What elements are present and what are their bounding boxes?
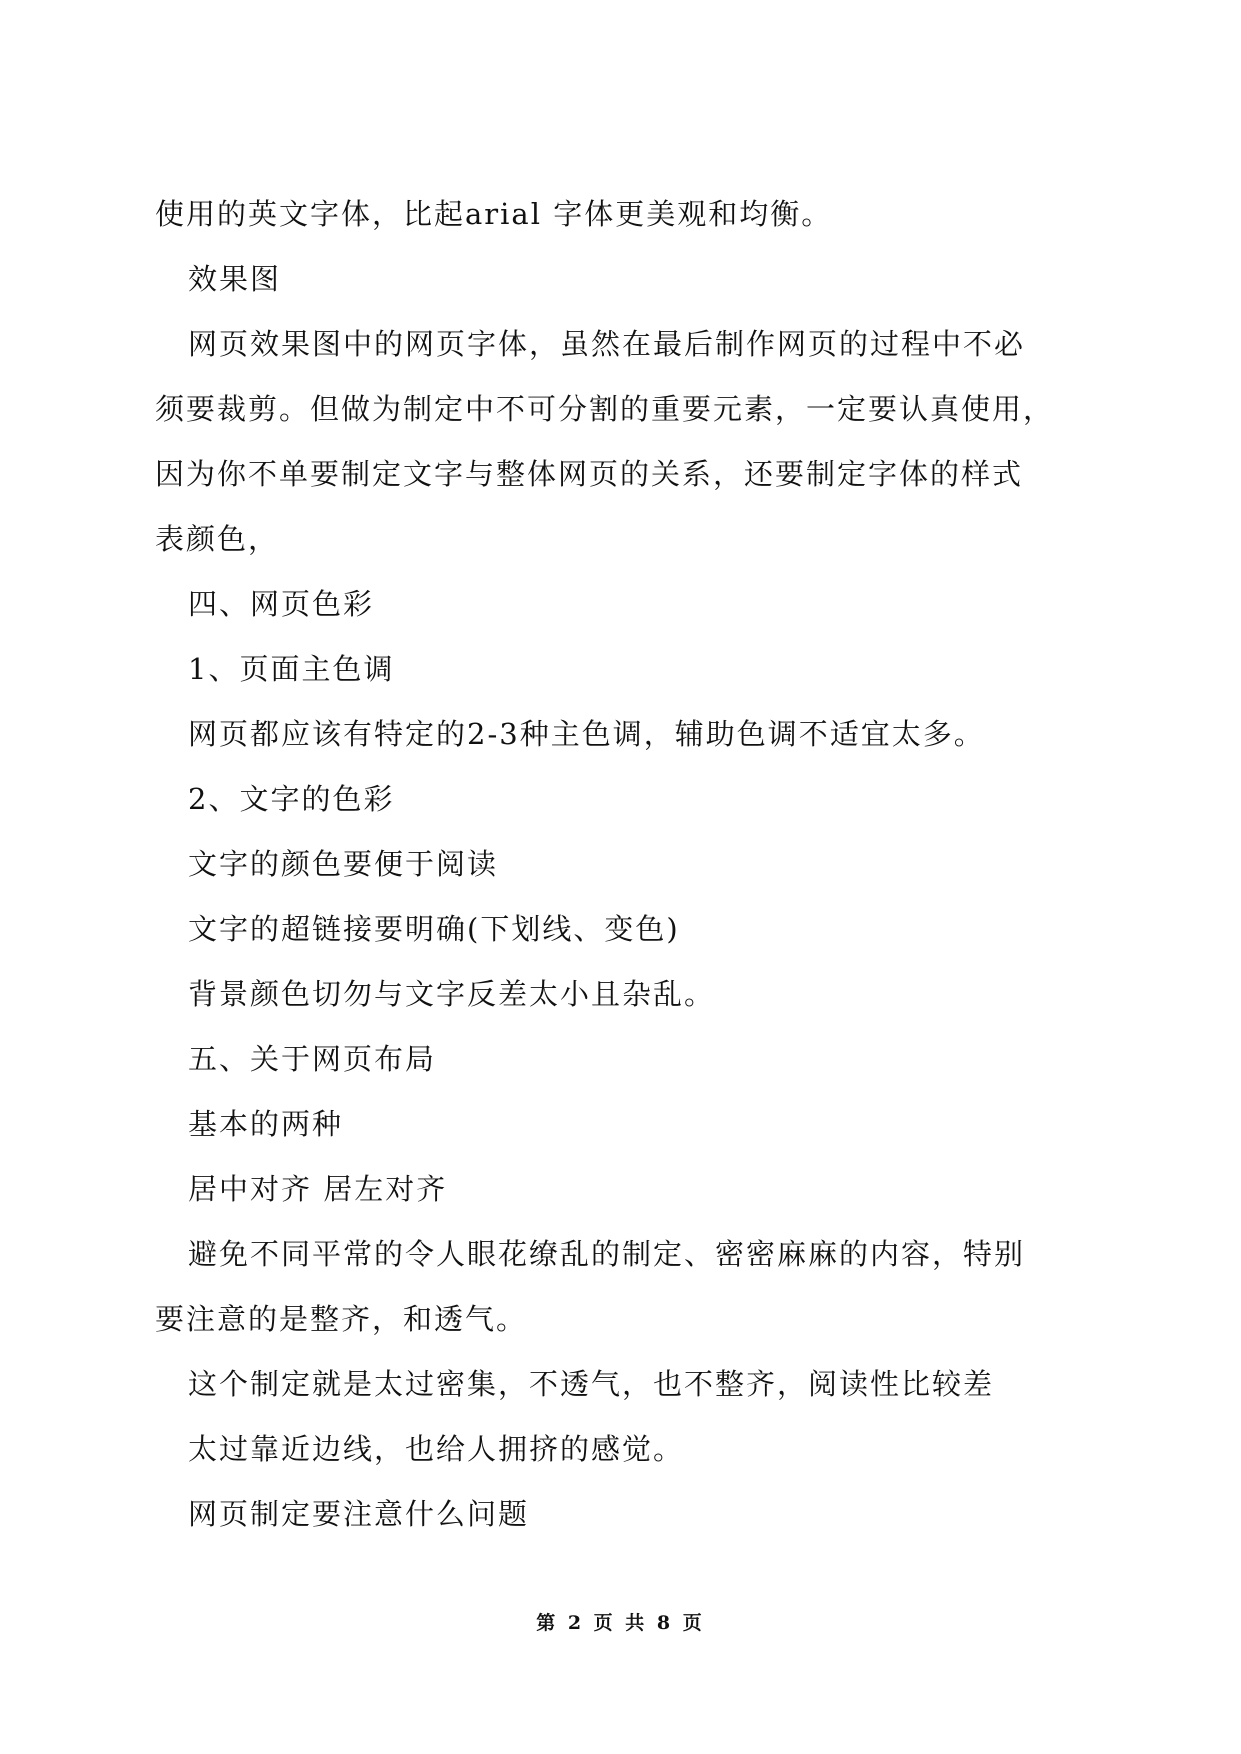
text-line: 网页效果图中的网页字体，虽然在最后制作网页的过程中不必 — [188, 327, 1026, 361]
document-body — [155, 182, 1085, 1547]
text-line: 避免不同平常的令人眼花缭乱的制定、密密麻麻的内容，特别 — [188, 1237, 1026, 1271]
text-line: 网页都应该有特定的2-3种主色调，辅助色调不适宜太多。 — [188, 717, 985, 751]
text-line: 基本的两种 — [188, 1107, 344, 1141]
text-line: 文字的颜色要便于阅读 — [188, 847, 499, 881]
section-heading: 五、关于网页布局 — [188, 1042, 437, 1076]
text-line: 背景颜色切勿与文字反差太小且杂乱。 — [188, 977, 716, 1011]
subsection-heading: 1、页面主色调 — [188, 652, 395, 686]
text-line: 表颜色， — [155, 522, 280, 556]
text-line: 要注意的是整齐，和透气。 — [155, 1302, 528, 1336]
section-heading: 四、网页色彩 — [188, 587, 375, 621]
text-line: 效果图 — [188, 262, 282, 296]
text-line: 太过靠近边线，也给人拥挤的感觉。 — [188, 1432, 685, 1466]
text-line: 网页制定要注意什么问题 — [188, 1497, 530, 1531]
text-line: 使用的英文字体，比起arial 字体更美观和均衡。 — [155, 197, 833, 231]
page-number-footer: 第 2 页 共 8 页 — [536, 1612, 705, 1634]
text-line: 这个制定就是太过密集，不透气，也不整齐，阅读性比较差 — [188, 1367, 995, 1401]
subsection-heading: 2、文字的色彩 — [188, 782, 395, 816]
text-line: 因为你不单要制定文字与整体网页的关系，还要制定字体的样式 — [155, 457, 1024, 491]
text-line: 居中对齐 居左对齐 — [188, 1172, 448, 1206]
text-line: 须要裁剪。但做为制定中不可分割的重要元素，一定要认真使用， — [155, 392, 1055, 426]
text-line: 文字的超链接要明确(下划线、变色) — [188, 912, 680, 946]
